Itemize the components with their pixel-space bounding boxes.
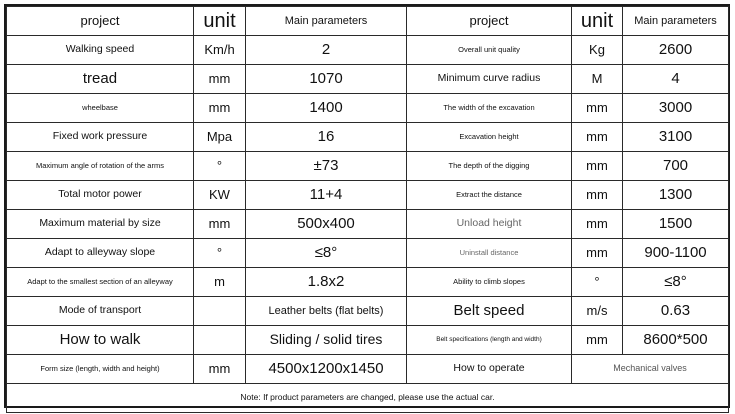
table-row — [7, 181, 729, 210]
table-row — [7, 65, 729, 94]
spec-sheet — [4, 4, 730, 408]
param-value: 2 — [246, 36, 407, 65]
param-value: 3100 — [623, 123, 729, 152]
note-text: Note: If product parameters are changed, please use the actual car. — [7, 384, 729, 413]
param-unit: mm — [572, 239, 623, 268]
param-name: Belt specifications (length and width) — [407, 326, 572, 355]
parameters-table — [6, 6, 729, 413]
param-value: Sliding / solid tires — [246, 326, 407, 355]
param-unit: Mpa — [194, 123, 246, 152]
param-unit: mm — [572, 210, 623, 239]
param-name: Excavation height — [407, 123, 572, 152]
param-value: 8600*500 — [623, 326, 729, 355]
param-value: 11+4 — [246, 181, 407, 210]
param-unit: mm — [572, 152, 623, 181]
param-name: Adapt to alleyway slope — [7, 239, 194, 268]
param-name: wheelbase — [7, 94, 194, 123]
param-value: 900-1100 — [623, 239, 729, 268]
param-unit: Kg — [572, 36, 623, 65]
param-unit — [194, 297, 246, 326]
param-value: 4500x1200x1450 — [246, 355, 407, 384]
header-project-right: project — [407, 7, 572, 36]
param-value: 4 — [623, 65, 729, 94]
param-name: Fixed work pressure — [7, 123, 194, 152]
param-unit: mm — [572, 326, 623, 355]
param-name: Maximum material by size — [7, 210, 194, 239]
param-value: 1500 — [623, 210, 729, 239]
param-unit: mm — [572, 123, 623, 152]
param-name: Belt speed — [407, 297, 572, 326]
param-unit: mm — [194, 210, 246, 239]
param-unit: mm — [194, 355, 246, 384]
table-row — [7, 152, 729, 181]
param-value: 3000 — [623, 94, 729, 123]
param-value: 700 — [623, 152, 729, 181]
param-value: 500x400 — [246, 210, 407, 239]
param-unit: mm — [194, 94, 246, 123]
table-row — [7, 326, 729, 355]
param-name: Mode of transport — [7, 297, 194, 326]
param-unit: Km/h — [194, 36, 246, 65]
param-name: The width of the excavation — [407, 94, 572, 123]
param-name: Overall unit quality — [407, 36, 572, 65]
note-row — [7, 384, 729, 413]
param-name: How to operate — [407, 355, 572, 384]
param-name: Form size (length, width and height) — [7, 355, 194, 384]
param-value: ≤8° — [246, 239, 407, 268]
param-value: 1400 — [246, 94, 407, 123]
param-unit: ° — [572, 268, 623, 297]
param-name: The depth of the digging — [407, 152, 572, 181]
param-value: ≤8° — [623, 268, 729, 297]
param-value: Leather belts (flat belts) — [246, 297, 407, 326]
header-main-right: Main parameters — [623, 7, 729, 36]
header-row — [7, 7, 729, 36]
table-row — [7, 123, 729, 152]
param-value: 1070 — [246, 65, 407, 94]
param-value: 1.8x2 — [246, 268, 407, 297]
table-row — [7, 94, 729, 123]
header-unit-left: unit — [194, 7, 246, 36]
table-row — [7, 239, 729, 268]
table-row — [7, 268, 729, 297]
param-name: Extract the distance — [407, 181, 572, 210]
param-value: 1300 — [623, 181, 729, 210]
param-unit: mm — [194, 65, 246, 94]
param-unit: mm — [572, 181, 623, 210]
param-unit: m/s — [572, 297, 623, 326]
param-unit: Mechanical valves — [572, 355, 729, 384]
param-name: Walking speed — [7, 36, 194, 65]
param-value: ±73 — [246, 152, 407, 181]
param-name: Adapt to the smallest section of an alleyway — [7, 268, 194, 297]
param-unit: m — [194, 268, 246, 297]
param-name: Ability to climb slopes — [407, 268, 572, 297]
param-unit: KW — [194, 181, 246, 210]
param-value: 0.63 — [623, 297, 729, 326]
param-value: 16 — [246, 123, 407, 152]
param-name: Total motor power — [7, 181, 194, 210]
param-name: Minimum curve radius — [407, 65, 572, 94]
param-unit — [194, 326, 246, 355]
header-main-left: Main parameters — [246, 7, 407, 36]
param-value: 2600 — [623, 36, 729, 65]
param-unit: mm — [572, 94, 623, 123]
param-unit: ° — [194, 239, 246, 268]
header-unit-right: unit — [572, 7, 623, 36]
param-name: tread — [7, 65, 194, 94]
param-name: Unload height — [407, 210, 572, 239]
param-name: How to walk — [7, 326, 194, 355]
header-project-left: project — [7, 7, 194, 36]
table-row — [7, 210, 729, 239]
param-unit: M — [572, 65, 623, 94]
param-unit: ° — [194, 152, 246, 181]
table-row — [7, 355, 729, 384]
param-name: Maximum angle of rotation of the arms — [7, 152, 194, 181]
param-name: Uninstall distance — [407, 239, 572, 268]
table-row — [7, 297, 729, 326]
table-row — [7, 36, 729, 65]
